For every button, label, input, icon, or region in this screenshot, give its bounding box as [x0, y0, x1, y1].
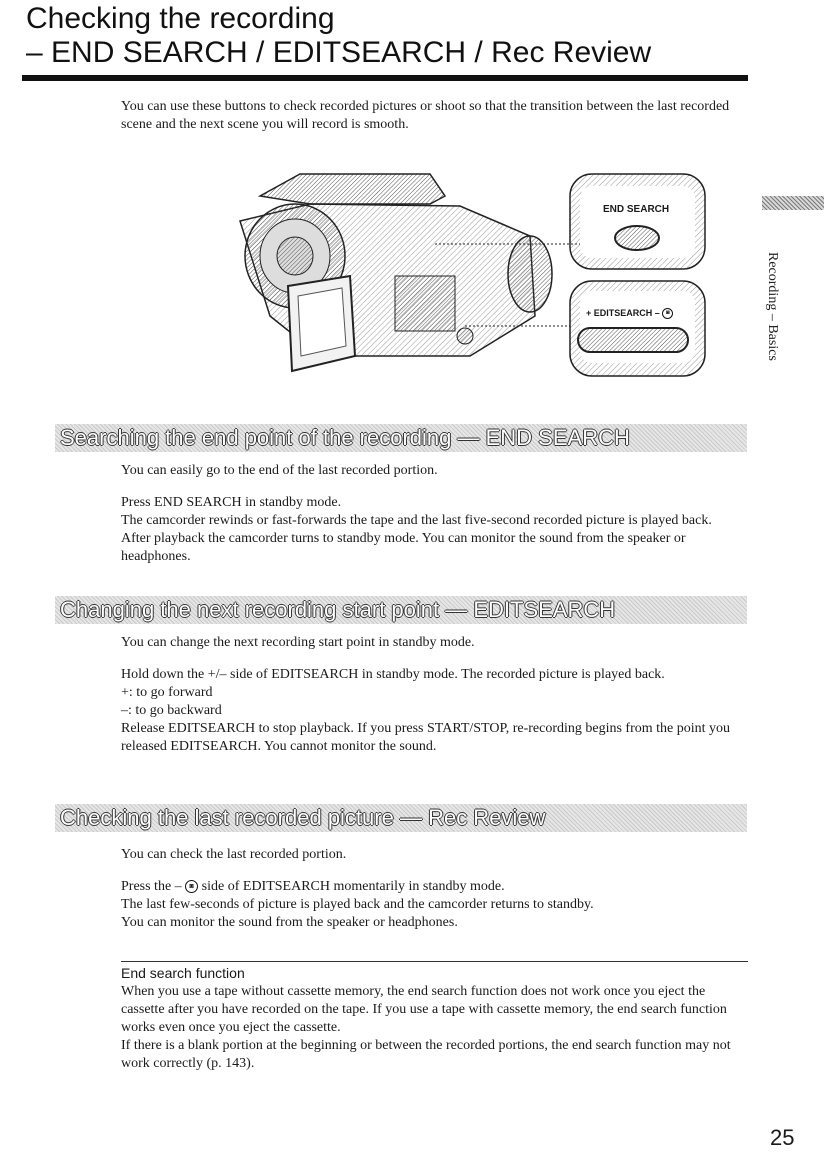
- editsearch-button: [578, 328, 688, 352]
- title-line-2: – END SEARCH / EDITSEARCH / Rec Review: [26, 36, 652, 69]
- note-rule: [121, 961, 748, 962]
- page-number: 25: [770, 1125, 795, 1150]
- page-title: [26, 2, 766, 70]
- title-line-1: Checking the recording: [26, 2, 335, 35]
- note-title: End search function: [121, 965, 245, 981]
- intro-text: You can use these buttons to check recorded pictures or shoot so that the transition between the last recorded scene and the next scene you will record is smooth.: [121, 99, 730, 132]
- paragraph: You can monitor the sound from the speaker or headphones.: [121, 915, 458, 930]
- paragraph: Hold down the +/– side of EDITSEARCH in standby mode. The recorded picture is played back.: [121, 667, 665, 682]
- section-heading-editsearch: Changing the next recording start point — EDITSEARCH: [60, 597, 616, 622]
- side-tab-marker: [762, 196, 824, 210]
- paragraph: If there is a blank portion at the beginning or between the recorded portions, the end search function may not work correctly (p. 143).: [121, 1038, 731, 1071]
- section-heading-end-search: Searching the end point of the recording — END SEARCH: [60, 425, 630, 450]
- end-search-label: END SEARCH: [603, 204, 670, 215]
- section-body-rec-review: [121, 846, 741, 932]
- camcorder-figure: [200, 166, 720, 386]
- section-lead: You can easily go to the end of the last recorded portion.: [121, 463, 438, 478]
- rec-review-icon: ◙: [185, 880, 198, 893]
- paragraph: [121, 878, 741, 896]
- editsearch-label: + EDITSEARCH –: [586, 308, 660, 318]
- paragraph: The camcorder rewinds or fast-forwards the tape and the last five-second recorded picture is played back. After playback the camcorder turns to standby mode. You can monitor the sound from the speaker or headphones.: [121, 513, 712, 564]
- section-body-end-search: [121, 462, 741, 566]
- side-tab-label: Recording – Basics: [765, 252, 780, 361]
- paragraph: The last few-seconds of picture is played back and the camcorder returns to standby.: [121, 897, 594, 912]
- section-lead: You can check the last recorded portion.: [121, 847, 347, 862]
- handle-shape: [260, 174, 445, 204]
- list-item: –: to go backward: [121, 703, 222, 718]
- viewfinder-shape: [508, 236, 552, 312]
- paragraph: When you use a tape without cassette memory, the end search function does not work once you eject the cassette after you have recorded on the tape. If you use a tape with cassette memory, the end search function works even once you eject the cassette.: [121, 984, 727, 1035]
- section-lead: You can change the next recording start point in standby mode.: [121, 635, 475, 650]
- rec-review-icon: ◙: [662, 308, 673, 319]
- list-item: +: to go forward: [121, 685, 213, 700]
- end-search-button: [615, 226, 659, 250]
- section-heading-rec-review: Checking the last recorded picture — Rec Review: [60, 805, 546, 830]
- section-body-editsearch: [121, 634, 741, 756]
- paragraph: Release EDITSEARCH to stop playback. If you press START/STOP, re-recording begins from the point you released EDITSEARCH. You cannot monitor the sound.: [121, 721, 731, 754]
- press-suffix: side of EDITSEARCH momentarily in standby mode.: [201, 879, 505, 894]
- title-rule: [22, 75, 748, 81]
- press-prefix: Press the –: [121, 879, 182, 894]
- paragraph: Press END SEARCH in standby mode.: [121, 495, 342, 510]
- camcorder-illustration: [200, 166, 720, 386]
- note-body: [121, 983, 741, 1073]
